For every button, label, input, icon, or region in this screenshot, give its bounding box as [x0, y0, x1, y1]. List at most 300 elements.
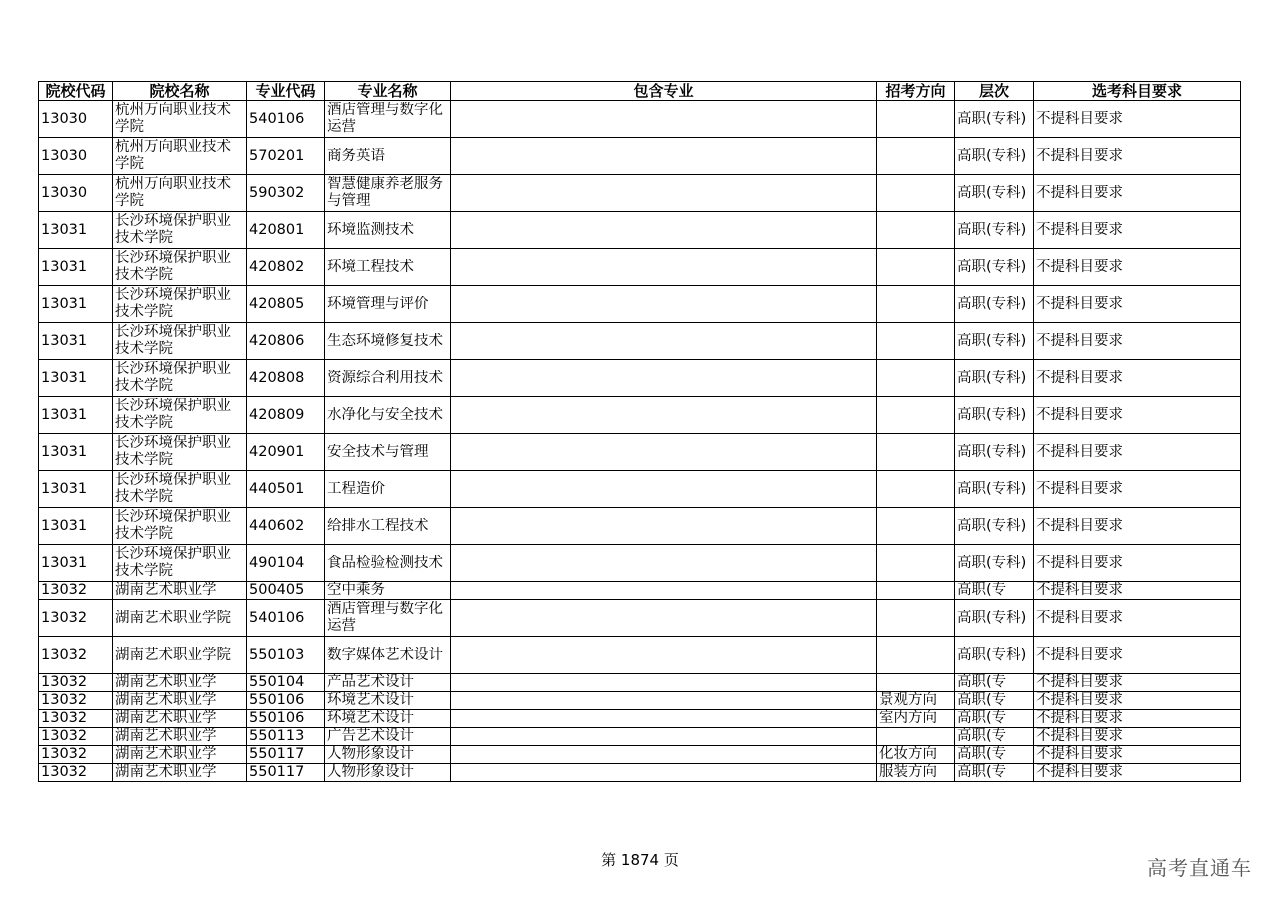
cell-major-code	[247, 582, 325, 600]
cell-level	[955, 600, 1034, 637]
cell-major-code	[247, 764, 325, 782]
cell-major-name	[325, 434, 451, 471]
cell-included-majors	[451, 360, 877, 397]
cell-text: 550106	[249, 692, 305, 708]
cell-text: 高职(专科)	[957, 609, 1027, 626]
cell-school-name	[113, 101, 247, 138]
cell-text: 高职(专	[957, 582, 1007, 598]
cell-text: 不提科目要求	[1036, 609, 1123, 626]
cell-text: 高职(专科)	[957, 480, 1027, 497]
cell-text: 环境艺术设计	[327, 692, 414, 708]
cell-school-name	[113, 212, 247, 249]
cell-text: 不提科目要求	[1036, 517, 1123, 534]
cell-text: 13031	[41, 443, 88, 460]
cell-school-name	[113, 728, 247, 746]
cell-text: 室内方向	[879, 710, 937, 726]
cell-subject-requirement	[1034, 212, 1241, 249]
cell-subject-requirement	[1034, 692, 1241, 710]
cell-level	[955, 728, 1034, 746]
cell-text: 高职(专	[957, 764, 1007, 780]
cell-text: 湖南艺术职业学	[115, 728, 217, 744]
table-row	[39, 434, 1241, 471]
cell-text: 590302	[249, 184, 305, 201]
cell-text: 不提科目要求	[1036, 221, 1123, 238]
cell-included-majors	[451, 545, 877, 582]
cell-level	[955, 545, 1034, 582]
cell-included-majors	[451, 637, 877, 674]
cell-text: 13031	[41, 554, 88, 571]
cell-direction	[877, 323, 955, 360]
table-row	[39, 692, 1241, 710]
cell-direction	[877, 101, 955, 138]
cell-level	[955, 101, 1034, 138]
cell-subject-requirement	[1034, 397, 1241, 434]
cell-text: 湖南艺术职业学院	[115, 609, 231, 626]
cell-text: 环境艺术设计	[327, 710, 414, 726]
cell-text: 不提科目要求	[1036, 258, 1123, 275]
cell-major-code	[247, 175, 325, 212]
cell-school-name	[113, 286, 247, 323]
cell-text: 长沙环境保护职业技术学院	[115, 213, 231, 246]
cell-text: 13031	[41, 369, 88, 386]
header-direction: 招考方向	[877, 82, 955, 101]
cell-major-name	[325, 710, 451, 728]
cell-text: 杭州万向职业技术学院	[115, 176, 231, 209]
cell-subject-requirement	[1034, 508, 1241, 545]
cell-school-name	[113, 175, 247, 212]
cell-text: 不提科目要求	[1036, 764, 1123, 780]
cell-subject-requirement	[1034, 764, 1241, 782]
cell-subject-requirement	[1034, 710, 1241, 728]
cell-text: 高职(专科)	[957, 517, 1027, 534]
cell-included-majors	[451, 746, 877, 764]
cell-school-name	[113, 471, 247, 508]
table-row	[39, 101, 1241, 138]
cell-text: 550117	[249, 764, 305, 780]
cell-text: 数字媒体艺术设计	[327, 646, 443, 663]
table-row	[39, 138, 1241, 175]
cell-school-code	[39, 764, 113, 782]
cell-text: 420802	[249, 258, 305, 275]
cell-text: 13032	[41, 710, 88, 726]
cell-subject-requirement	[1034, 138, 1241, 175]
cell-text: 420805	[249, 295, 305, 312]
cell-text: 给排水工程技术	[327, 517, 429, 534]
admissions-table	[38, 81, 1241, 782]
cell-text: 高职(专科)	[957, 406, 1027, 423]
table-row	[39, 728, 1241, 746]
cell-major-code	[247, 434, 325, 471]
cell-included-majors	[451, 471, 877, 508]
cell-included-majors	[451, 674, 877, 692]
cell-text: 不提科目要求	[1036, 406, 1123, 423]
cell-direction	[877, 746, 955, 764]
cell-text: 420801	[249, 221, 305, 238]
cell-text: 环境管理与评价	[327, 295, 429, 312]
cell-included-majors	[451, 692, 877, 710]
table-row	[39, 175, 1241, 212]
cell-text: 420806	[249, 332, 305, 349]
cell-school-code	[39, 138, 113, 175]
table-row	[39, 323, 1241, 360]
cell-text: 人物形象设计	[327, 764, 414, 780]
cell-text: 550103	[249, 646, 305, 663]
cell-direction	[877, 600, 955, 637]
cell-major-name	[325, 582, 451, 600]
cell-school-name	[113, 637, 247, 674]
cell-major-name	[325, 212, 451, 249]
cell-major-code	[247, 212, 325, 249]
cell-text: 长沙环境保护职业技术学院	[115, 509, 231, 542]
cell-direction	[877, 175, 955, 212]
cell-text: 环境监测技术	[327, 221, 414, 238]
cell-text: 13030	[41, 184, 88, 201]
cell-text: 13032	[41, 582, 88, 598]
cell-major-code	[247, 323, 325, 360]
cell-direction	[877, 360, 955, 397]
cell-text: 13031	[41, 295, 88, 312]
cell-text: 高职(专科)	[957, 295, 1027, 312]
cell-text: 不提科目要求	[1036, 692, 1123, 708]
cell-text: 广告艺术设计	[327, 728, 414, 744]
cell-school-code	[39, 710, 113, 728]
cell-text: 高职(专	[957, 746, 1007, 762]
watermark-text: 高考直通车	[1147, 856, 1252, 880]
cell-text: 高职(专科)	[957, 147, 1027, 164]
cell-text: 500405	[249, 582, 305, 598]
cell-school-name	[113, 600, 247, 637]
cell-text: 智慧健康养老服务与管理	[327, 176, 443, 209]
cell-direction	[877, 692, 955, 710]
cell-text: 13032	[41, 692, 88, 708]
cell-text: 高职(专科)	[957, 369, 1027, 386]
cell-text: 长沙环境保护职业技术学院	[115, 472, 231, 505]
cell-text: 高职(专科)	[957, 221, 1027, 238]
cell-text: 高职(专科)	[957, 646, 1027, 663]
cell-subject-requirement	[1034, 582, 1241, 600]
cell-text: 化妆方向	[879, 746, 937, 762]
cell-subject-requirement	[1034, 175, 1241, 212]
cell-text: 高职(专科)	[957, 184, 1027, 201]
cell-school-code	[39, 175, 113, 212]
cell-text: 13030	[41, 110, 88, 127]
cell-text: 高职(专	[957, 710, 1007, 726]
cell-major-code	[247, 471, 325, 508]
cell-school-name	[113, 746, 247, 764]
cell-school-code	[39, 637, 113, 674]
cell-major-name	[325, 101, 451, 138]
cell-major-code	[247, 249, 325, 286]
header-included-majors: 包含专业	[451, 82, 877, 101]
cell-included-majors	[451, 175, 877, 212]
cell-text: 长沙环境保护职业技术学院	[115, 398, 231, 431]
cell-level	[955, 746, 1034, 764]
cell-level	[955, 249, 1034, 286]
cell-text: 不提科目要求	[1036, 582, 1123, 598]
table-row	[39, 212, 1241, 249]
cell-direction	[877, 637, 955, 674]
cell-text: 13032	[41, 746, 88, 762]
cell-direction	[877, 286, 955, 323]
cell-included-majors	[451, 508, 877, 545]
cell-text: 湖南艺术职业学院	[115, 646, 231, 663]
cell-level	[955, 582, 1034, 600]
cell-school-code	[39, 471, 113, 508]
cell-major-code	[247, 674, 325, 692]
cell-text: 高职(专科)	[957, 554, 1027, 571]
cell-text: 空中乘务	[327, 582, 385, 598]
cell-level	[955, 323, 1034, 360]
cell-school-code	[39, 692, 113, 710]
table-row	[39, 471, 1241, 508]
cell-included-majors	[451, 323, 877, 360]
cell-text: 13032	[41, 609, 88, 626]
cell-level	[955, 692, 1034, 710]
cell-direction	[877, 674, 955, 692]
cell-direction	[877, 764, 955, 782]
cell-text: 13032	[41, 728, 88, 744]
cell-text: 440501	[249, 480, 305, 497]
cell-level	[955, 286, 1034, 323]
cell-level	[955, 212, 1034, 249]
cell-level	[955, 175, 1034, 212]
table-row	[39, 508, 1241, 545]
cell-major-name	[325, 175, 451, 212]
cell-text: 高职(专科)	[957, 110, 1027, 127]
cell-major-name	[325, 746, 451, 764]
cell-text: 13031	[41, 221, 88, 238]
cell-text: 不提科目要求	[1036, 710, 1123, 726]
cell-level	[955, 764, 1034, 782]
cell-text: 环境工程技术	[327, 258, 414, 275]
cell-major-code	[247, 710, 325, 728]
cell-text: 高职(专科)	[957, 332, 1027, 349]
cell-text: 不提科目要求	[1036, 369, 1123, 386]
cell-text: 湖南艺术职业学	[115, 746, 217, 762]
cell-text: 不提科目要求	[1036, 480, 1123, 497]
cell-level	[955, 138, 1034, 175]
cell-text: 420809	[249, 406, 305, 423]
cell-major-name	[325, 360, 451, 397]
table-row	[39, 397, 1241, 434]
cell-level	[955, 710, 1034, 728]
header-school-name: 院校名称	[113, 82, 247, 101]
cell-text: 高职(专	[957, 728, 1007, 744]
cell-major-name	[325, 397, 451, 434]
cell-school-name	[113, 582, 247, 600]
cell-text: 13030	[41, 147, 88, 164]
cell-text: 不提科目要求	[1036, 646, 1123, 663]
cell-text: 540106	[249, 609, 305, 626]
table-row	[39, 249, 1241, 286]
cell-major-name	[325, 508, 451, 545]
cell-text: 安全技术与管理	[327, 443, 429, 460]
cell-subject-requirement	[1034, 286, 1241, 323]
cell-text: 550113	[249, 728, 305, 744]
cell-school-name	[113, 323, 247, 360]
cell-included-majors	[451, 138, 877, 175]
cell-direction	[877, 397, 955, 434]
table-row	[39, 637, 1241, 674]
cell-direction	[877, 434, 955, 471]
cell-included-majors	[451, 101, 877, 138]
cell-text: 长沙环境保护职业技术学院	[115, 250, 231, 283]
cell-text: 湖南艺术职业学	[115, 710, 217, 726]
cell-level	[955, 471, 1034, 508]
cell-major-code	[247, 746, 325, 764]
cell-school-code	[39, 397, 113, 434]
cell-subject-requirement	[1034, 434, 1241, 471]
cell-major-code	[247, 286, 325, 323]
cell-major-code	[247, 101, 325, 138]
cell-major-name	[325, 138, 451, 175]
cell-text: 湖南艺术职业学	[115, 764, 217, 780]
cell-school-code	[39, 286, 113, 323]
cell-text: 食品检验检测技术	[327, 554, 443, 571]
cell-text: 550106	[249, 710, 305, 726]
cell-text: 杭州万向职业技术学院	[115, 102, 231, 135]
cell-subject-requirement	[1034, 674, 1241, 692]
cell-text: 工程造价	[327, 480, 385, 497]
cell-major-code	[247, 397, 325, 434]
cell-text: 550104	[249, 674, 305, 690]
cell-direction	[877, 710, 955, 728]
table-row	[39, 582, 1241, 600]
cell-subject-requirement	[1034, 249, 1241, 286]
cell-text: 高职(专科)	[957, 443, 1027, 460]
cell-subject-requirement	[1034, 637, 1241, 674]
cell-text: 服装方向	[879, 764, 937, 780]
cell-major-code	[247, 728, 325, 746]
cell-major-code	[247, 360, 325, 397]
cell-school-name	[113, 249, 247, 286]
cell-text: 13031	[41, 406, 88, 423]
cell-major-name	[325, 728, 451, 746]
cell-direction	[877, 728, 955, 746]
cell-subject-requirement	[1034, 323, 1241, 360]
cell-school-code	[39, 323, 113, 360]
cell-text: 杭州万向职业技术学院	[115, 139, 231, 172]
cell-text: 景观方向	[879, 692, 937, 708]
table-row	[39, 674, 1241, 692]
cell-school-name	[113, 764, 247, 782]
cell-school-code	[39, 101, 113, 138]
cell-text: 不提科目要求	[1036, 746, 1123, 762]
cell-subject-requirement	[1034, 728, 1241, 746]
cell-major-code	[247, 637, 325, 674]
cell-school-name	[113, 138, 247, 175]
cell-text: 高职(专	[957, 692, 1007, 708]
cell-school-code	[39, 582, 113, 600]
header-subject-requirement: 选考科目要求	[1034, 82, 1241, 101]
cell-text: 湖南艺术职业学	[115, 674, 217, 690]
cell-direction	[877, 508, 955, 545]
cell-text: 13032	[41, 764, 88, 780]
cell-major-name	[325, 637, 451, 674]
cell-direction	[877, 138, 955, 175]
cell-school-name	[113, 545, 247, 582]
cell-school-name	[113, 397, 247, 434]
cell-school-code	[39, 360, 113, 397]
cell-school-code	[39, 746, 113, 764]
cell-major-code	[247, 138, 325, 175]
cell-subject-requirement	[1034, 545, 1241, 582]
cell-major-name	[325, 471, 451, 508]
header-major-name: 专业名称	[325, 82, 451, 101]
header-level: 层次	[955, 82, 1034, 101]
cell-included-majors	[451, 764, 877, 782]
cell-major-code	[247, 692, 325, 710]
cell-level	[955, 674, 1034, 692]
cell-level	[955, 360, 1034, 397]
cell-school-code	[39, 212, 113, 249]
cell-major-name	[325, 323, 451, 360]
cell-text: 高职(专	[957, 674, 1007, 690]
cell-text: 420808	[249, 369, 305, 386]
cell-text: 生态环境修复技术	[327, 332, 443, 349]
cell-text: 不提科目要求	[1036, 110, 1123, 127]
cell-included-majors	[451, 600, 877, 637]
cell-text: 13031	[41, 332, 88, 349]
cell-text: 不提科目要求	[1036, 443, 1123, 460]
cell-text: 不提科目要求	[1036, 295, 1123, 312]
header-school-code: 院校代码	[39, 82, 113, 101]
cell-text: 550117	[249, 746, 305, 762]
cell-school-code	[39, 434, 113, 471]
table-body	[39, 101, 1241, 782]
cell-direction	[877, 582, 955, 600]
cell-text: 540106	[249, 110, 305, 127]
header-major-code: 专业代码	[247, 82, 325, 101]
cell-subject-requirement	[1034, 746, 1241, 764]
table-row	[39, 545, 1241, 582]
cell-level	[955, 508, 1034, 545]
cell-direction	[877, 212, 955, 249]
cell-subject-requirement	[1034, 101, 1241, 138]
cell-text: 13031	[41, 258, 88, 275]
cell-text: 不提科目要求	[1036, 147, 1123, 164]
cell-direction	[877, 249, 955, 286]
cell-level	[955, 637, 1034, 674]
cell-school-code	[39, 508, 113, 545]
cell-school-code	[39, 728, 113, 746]
cell-text: 湖南艺术职业学	[115, 692, 217, 708]
table-row	[39, 600, 1241, 637]
cell-text: 长沙环境保护职业技术学院	[115, 287, 231, 320]
page-number: 第 1874 页	[601, 851, 679, 869]
cell-text: 资源综合利用技术	[327, 369, 443, 386]
cell-school-code	[39, 600, 113, 637]
cell-text: 长沙环境保护职业技术学院	[115, 361, 231, 394]
cell-major-name	[325, 692, 451, 710]
cell-text: 不提科目要求	[1036, 332, 1123, 349]
cell-school-name	[113, 434, 247, 471]
cell-text: 人物形象设计	[327, 746, 414, 762]
cell-subject-requirement	[1034, 360, 1241, 397]
cell-text: 产品艺术设计	[327, 674, 414, 690]
cell-included-majors	[451, 397, 877, 434]
table-row	[39, 360, 1241, 397]
cell-text: 酒店管理与数字化运营	[327, 601, 443, 634]
cell-major-name	[325, 674, 451, 692]
cell-major-code	[247, 508, 325, 545]
cell-text: 长沙环境保护职业技术学院	[115, 546, 231, 579]
cell-text: 商务英语	[327, 147, 385, 164]
cell-school-code	[39, 674, 113, 692]
cell-major-name	[325, 249, 451, 286]
cell-level	[955, 434, 1034, 471]
cell-text: 不提科目要求	[1036, 728, 1123, 744]
